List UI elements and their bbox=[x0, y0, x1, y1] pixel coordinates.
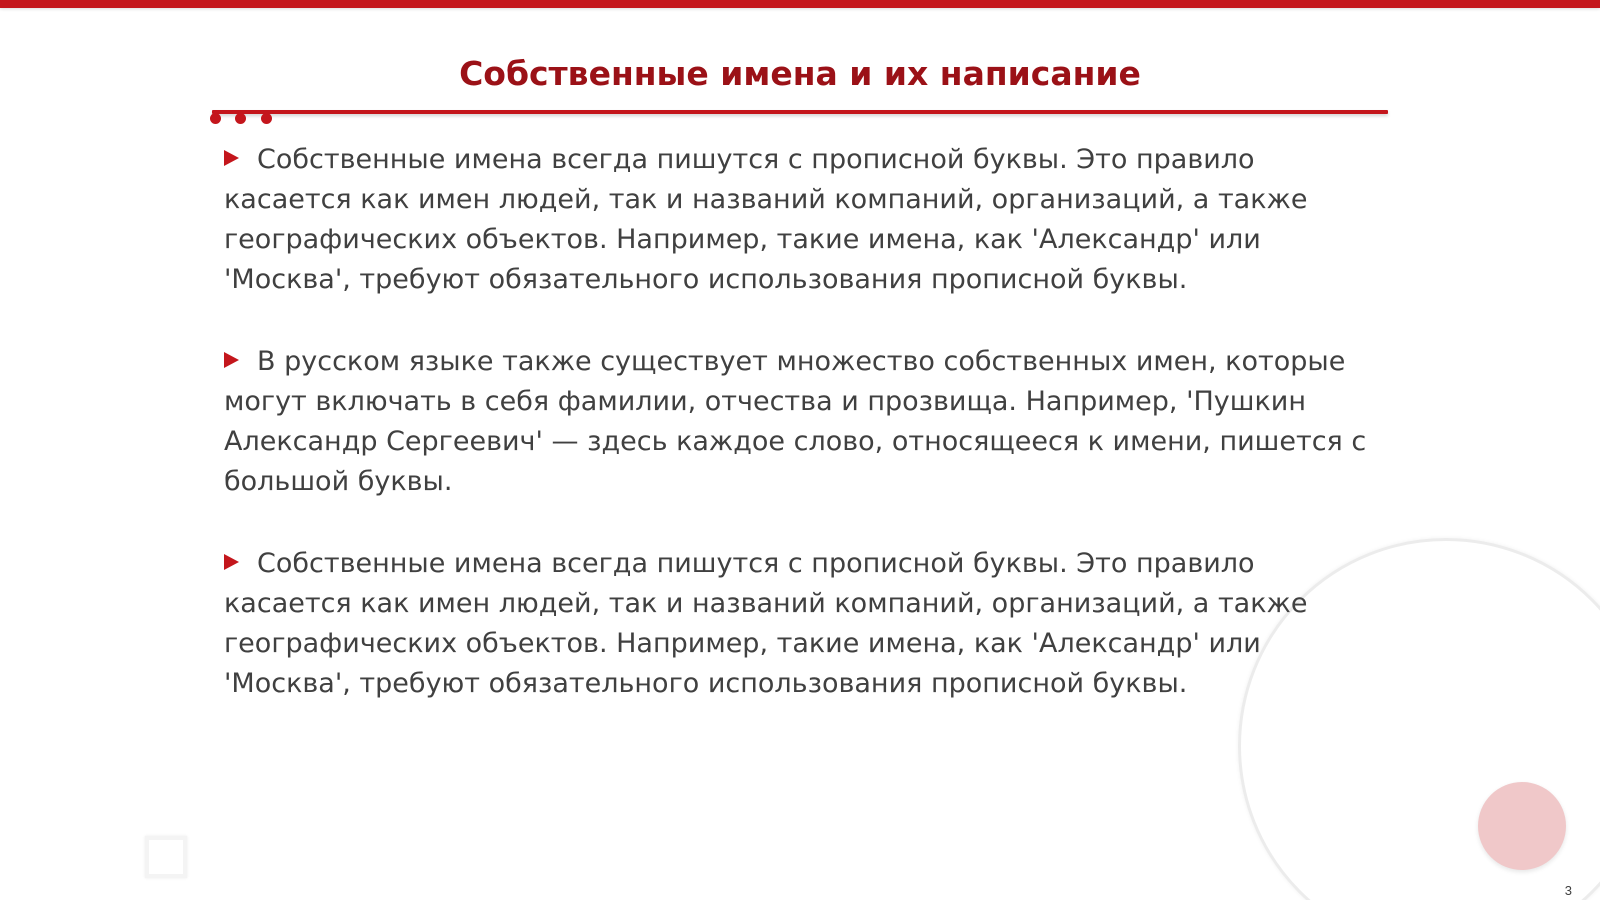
bullet-list bbox=[224, 140, 1384, 746]
bullet-paragraph[interactable] bbox=[224, 342, 1384, 502]
bullet-text: В русском языке также существует множество собственных имен, которые могут включать в себя фамилии, отчества и прозвища. Например, 'Пушкин Александр Сергеевич' — здесь каждое слово, относящееся к имени, пишется с большой буквы. bbox=[224, 346, 1367, 497]
decorative-circle bbox=[1478, 782, 1566, 870]
top-accent-bar bbox=[0, 0, 1600, 8]
decorative-dot-icon bbox=[261, 113, 272, 124]
bullet-paragraph[interactable] bbox=[224, 544, 1384, 704]
triangle-right-icon bbox=[224, 150, 239, 166]
triangle-right-icon bbox=[224, 554, 239, 570]
decorative-dot-icon bbox=[235, 113, 246, 124]
decorative-dot-icon bbox=[210, 113, 221, 124]
bullet-text: Собственные имена всегда пишутся с прописной буквы. Это правило касается как имен людей, так и названий компаний, организаций, а также географических объектов. Например, такие имена, как 'Александр' или 'Москва', требуют обязательного использования прописной буквы. bbox=[224, 144, 1308, 295]
slide-title[interactable]: Собственные имена и их написание bbox=[459, 54, 1141, 93]
bullet-text: Собственные имена всегда пишутся с прописной буквы. Это правило касается как имен людей, так и названий компаний, организаций, а также географических объектов. Например, такие имена, как 'Александр' или 'Москва', требуют обязательного использования прописной буквы. bbox=[224, 548, 1308, 699]
page-number: 3 bbox=[1564, 883, 1572, 898]
bullet-paragraph[interactable] bbox=[224, 140, 1384, 300]
title-underline bbox=[212, 110, 1388, 114]
triangle-right-icon bbox=[224, 352, 239, 368]
decorative-square bbox=[145, 836, 187, 878]
